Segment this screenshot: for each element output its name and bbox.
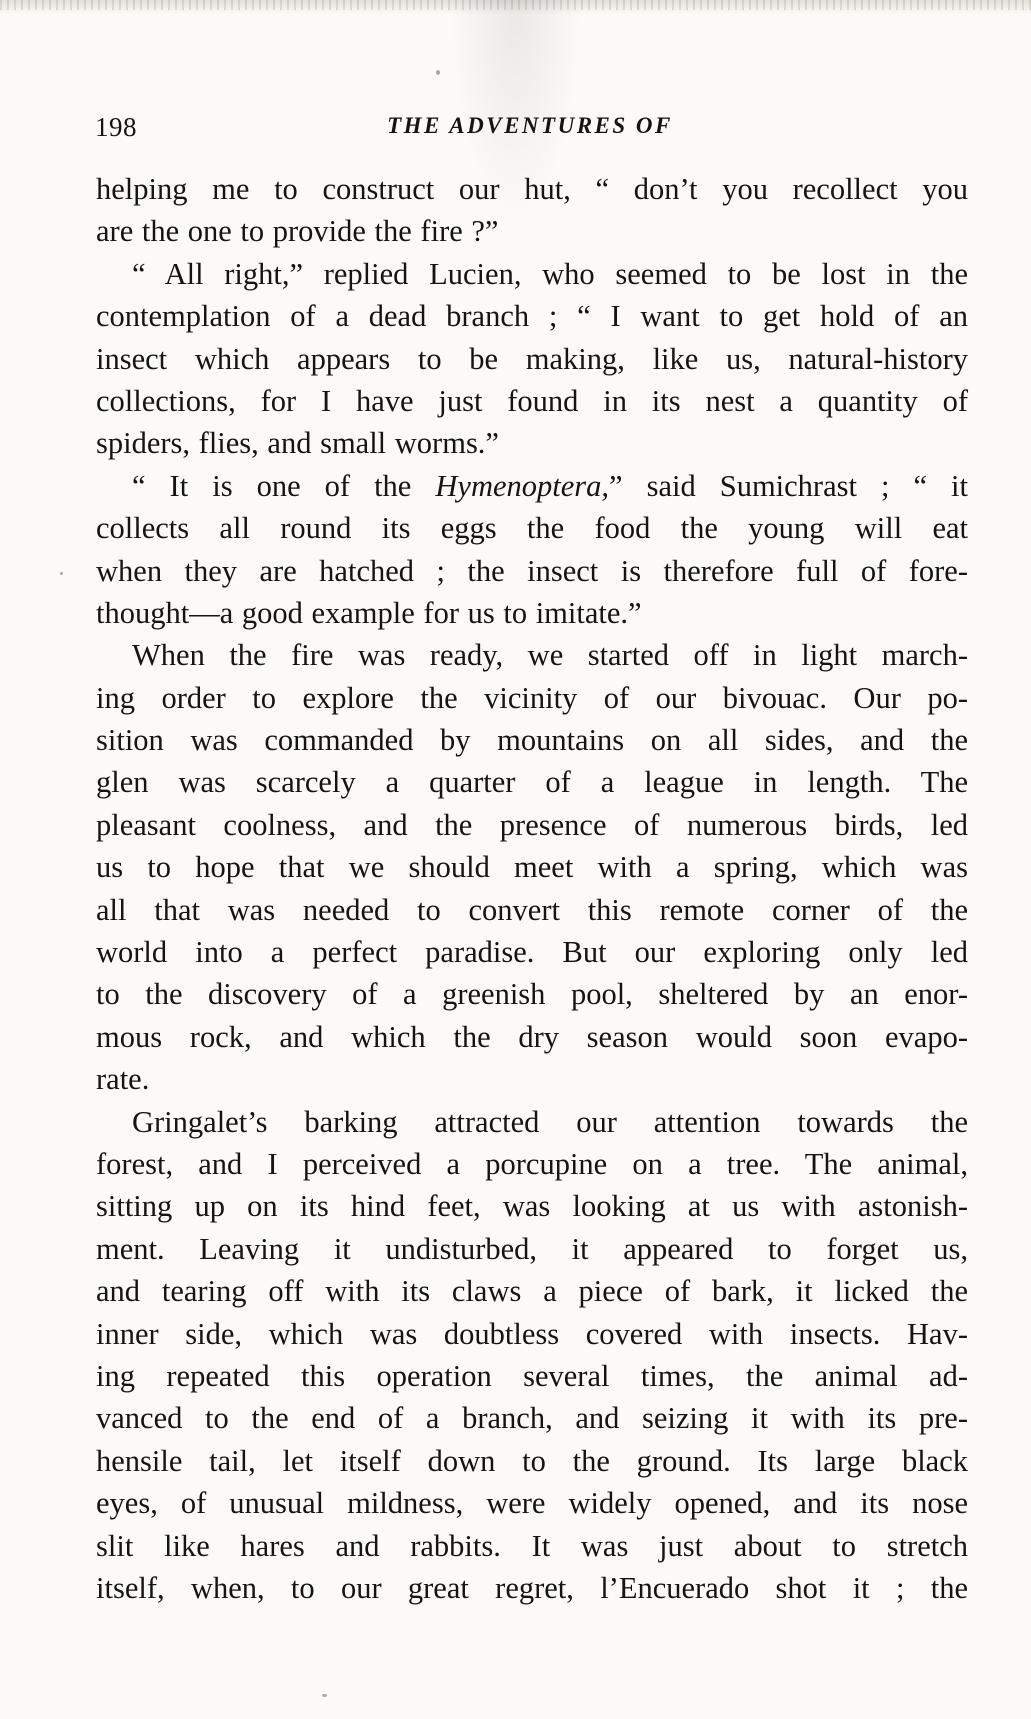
- text-run: ” said Sumichrast ; “ it: [609, 468, 968, 503]
- text-line: slit like hares and rabbits. It was just about to stretch: [96, 1528, 968, 1563]
- text-line: when they are hatched ; the insect is therefore full of fore-: [96, 553, 968, 588]
- text-line: ing repeated this operation several times, the animal ad-: [96, 1358, 968, 1393]
- text-line: are the one to provide the fire ?”: [96, 214, 499, 249]
- text-line: “ All right,” replied Lucien, who seemed to be lost in the: [132, 256, 968, 291]
- page-number: 198: [95, 112, 137, 142]
- text-line: collections, for I have just found in its nest a quantity of: [96, 383, 968, 418]
- text-line: pleasant coolness, and the presence of numerous birds, led: [96, 807, 968, 842]
- text-line: all that was needed to convert this remote corner of the: [96, 892, 968, 927]
- text-line: glen was scarcely a quarter of a league in length. The: [96, 765, 968, 800]
- text-line: world into a perfect paradise. But our exploring only led: [96, 935, 968, 970]
- text-line: to the discovery of a greenish pool, sheltered by an enor-: [96, 977, 968, 1012]
- text-line: and tearing off with its claws a piece of bark, it licked the: [96, 1274, 968, 1309]
- running-head: THE ADVENTURES OF: [387, 113, 673, 138]
- text-line: eyes, of unusual mildness, were widely opened, and its nose: [96, 1486, 968, 1521]
- body-text: [96, 168, 968, 1609]
- text-run: “ It is one of the: [132, 468, 436, 503]
- text-line: sition was commanded by mountains on all sides, and the: [96, 723, 968, 758]
- text-line: itself, when, to our great regret, l’Encuerado shot it ; the: [96, 1570, 968, 1605]
- text-line: ment. Leaving it undisturbed, it appeared to forget us,: [96, 1231, 968, 1266]
- paper-speck: [60, 572, 63, 575]
- text-line: us to hope that we should meet with a spring, which was: [96, 850, 968, 885]
- italic-term: Hymenoptera,: [435, 468, 610, 503]
- text-line: contemplation of a dead branch ; “ I want to get hold of an: [96, 299, 968, 334]
- text-line-mixed: [96, 465, 968, 507]
- text-line: forest, and I perceived a porcupine on a tree. The animal,: [96, 1146, 968, 1181]
- text-line: When the fire was ready, we started off in light march-: [132, 638, 968, 673]
- text-line: rate.: [96, 1062, 150, 1097]
- text-line: Gringalet’s barking attracted our attention towards the: [132, 1104, 968, 1139]
- text-line: helping me to construct our hut, “ don’t you recollect you: [96, 172, 968, 206]
- page-header: [95, 112, 965, 152]
- text-line: collects all round its eggs the food the young will eat: [96, 511, 968, 546]
- text-line: spiders, flies, and small worms.”: [96, 426, 499, 461]
- text-line: insect which appears to be making, like us, natural-history: [96, 341, 968, 376]
- text-line: vanced to the end of a branch, and seizing it with its pre-: [96, 1401, 968, 1436]
- text-line: inner side, which was doubtless covered with insects. Hav-: [96, 1316, 968, 1351]
- page-top-edge: [0, 0, 1031, 10]
- paper-speck: [436, 70, 440, 75]
- text-line: hensile tail, let itself down to the ground. Its large black: [96, 1443, 968, 1478]
- paper-speck: [322, 1694, 327, 1697]
- text-line: ing order to explore the vicinity of our bivouac. Our po-: [96, 680, 968, 715]
- text-line: sitting up on its hind feet, was looking at us with astonish-: [96, 1189, 968, 1224]
- text-line: mous rock, and which the dry season would soon evapo-: [96, 1019, 968, 1054]
- text-line: thought—a good example for us to imitate.”: [96, 595, 642, 630]
